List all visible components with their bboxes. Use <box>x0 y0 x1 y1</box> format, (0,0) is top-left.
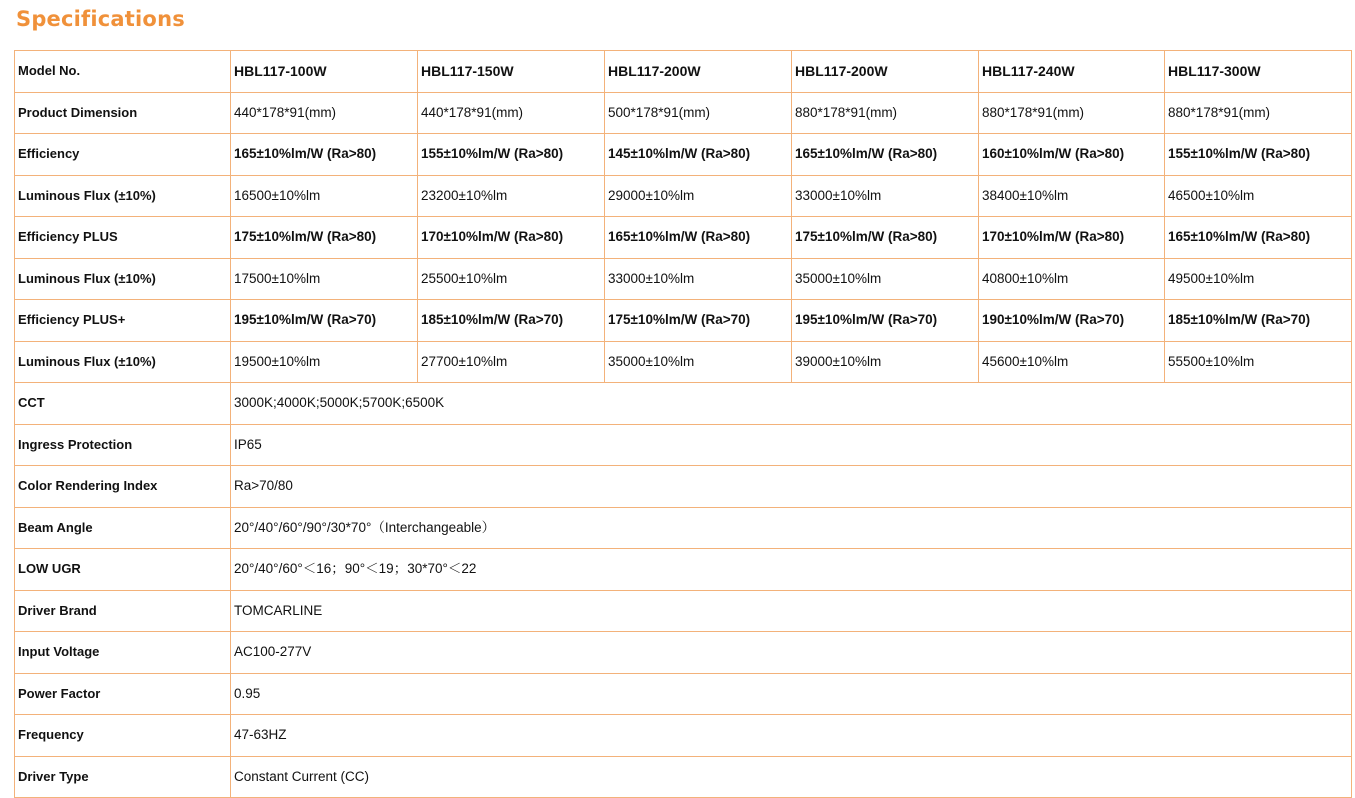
spec-label: Efficiency PLUS+ <box>15 300 231 342</box>
spec-value: 195±10%lm/W (Ra>70) <box>231 300 418 342</box>
spec-row-driver-type <box>15 756 1352 798</box>
spec-value: Constant Current (CC) <box>231 756 1352 798</box>
spec-value: AC100-277V <box>231 632 1352 674</box>
spec-row-product-dimension <box>15 92 1352 134</box>
spec-value: 880*178*91(mm) <box>792 92 979 134</box>
spec-value: 17500±10%lm <box>231 258 418 300</box>
spec-value: 40800±10%lm <box>979 258 1165 300</box>
spec-value: 170±10%lm/W (Ra>80) <box>418 217 605 259</box>
spec-value: 39000±10%lm <box>792 341 979 383</box>
spec-row-driver-brand <box>15 590 1352 632</box>
spec-value: 46500±10%lm <box>1165 175 1352 217</box>
spec-value: 49500±10%lm <box>1165 258 1352 300</box>
spec-value: 45600±10%lm <box>979 341 1165 383</box>
spec-row-luminous-flux-10 <box>15 258 1352 300</box>
spec-value: 47-63HZ <box>231 715 1352 757</box>
spec-value: IP65 <box>231 424 1352 466</box>
spec-value: 35000±10%lm <box>792 258 979 300</box>
spec-value: 185±10%lm/W (Ra>70) <box>1165 300 1352 342</box>
spec-label: Efficiency <box>15 134 231 176</box>
spec-value: 165±10%lm/W (Ra>80) <box>1165 217 1352 259</box>
spec-label: Product Dimension <box>15 92 231 134</box>
spec-value: 155±10%lm/W (Ra>80) <box>418 134 605 176</box>
specifications-table-body <box>15 51 1352 798</box>
spec-label: Luminous Flux (±10%) <box>15 341 231 383</box>
spec-label: Efficiency PLUS <box>15 217 231 259</box>
spec-label: Luminous Flux (±10%) <box>15 258 231 300</box>
spec-value: 27700±10%lm <box>418 341 605 383</box>
spec-label: Color Rendering Index <box>15 466 231 508</box>
model-number-cell: HBL117-150W <box>418 51 605 93</box>
spec-value: 23200±10%lm <box>418 175 605 217</box>
spec-row-frequency <box>15 715 1352 757</box>
spec-label: Luminous Flux (±10%) <box>15 175 231 217</box>
spec-value: 16500±10%lm <box>231 175 418 217</box>
spec-value: 29000±10%lm <box>605 175 792 217</box>
spec-value: 20°/40°/60°＜16；90°＜19；30*70°＜22 <box>231 549 1352 591</box>
spec-value: 170±10%lm/W (Ra>80) <box>979 217 1165 259</box>
spec-row-color-rendering-index <box>15 466 1352 508</box>
spec-value: 155±10%lm/W (Ra>80) <box>1165 134 1352 176</box>
spec-row-efficiency <box>15 134 1352 176</box>
spec-value: 33000±10%lm <box>792 175 979 217</box>
spec-label: CCT <box>15 383 231 425</box>
spec-row-model-no <box>15 51 1352 93</box>
spec-row-cct <box>15 383 1352 425</box>
spec-label: Driver Type <box>15 756 231 798</box>
spec-value: 440*178*91(mm) <box>231 92 418 134</box>
spec-value: 55500±10%lm <box>1165 341 1352 383</box>
spec-row-efficiency-plus <box>15 300 1352 342</box>
spec-row-ingress-protection <box>15 424 1352 466</box>
spec-value: 175±10%lm/W (Ra>70) <box>605 300 792 342</box>
spec-row-low-ugr <box>15 549 1352 591</box>
page-title: Specifications <box>16 7 185 31</box>
spec-label: Driver Brand <box>15 590 231 632</box>
spec-row-power-factor <box>15 673 1352 715</box>
spec-value: 165±10%lm/W (Ra>80) <box>231 134 418 176</box>
spec-value: 500*178*91(mm) <box>605 92 792 134</box>
spec-value: 190±10%lm/W (Ra>70) <box>979 300 1165 342</box>
spec-row-efficiency-plus <box>15 217 1352 259</box>
spec-value: 35000±10%lm <box>605 341 792 383</box>
spec-value: 175±10%lm/W (Ra>80) <box>231 217 418 259</box>
spec-value: 195±10%lm/W (Ra>70) <box>792 300 979 342</box>
spec-value: 185±10%lm/W (Ra>70) <box>418 300 605 342</box>
spec-label: Input Voltage <box>15 632 231 674</box>
spec-label: Power Factor <box>15 673 231 715</box>
spec-value: 19500±10%lm <box>231 341 418 383</box>
model-number-cell: HBL117-240W <box>979 51 1165 93</box>
spec-value: 3000K;4000K;5000K;5700K;6500K <box>231 383 1352 425</box>
model-number-cell: HBL117-200W <box>605 51 792 93</box>
spec-row-luminous-flux-10 <box>15 341 1352 383</box>
spec-value: 33000±10%lm <box>605 258 792 300</box>
spec-value: 880*178*91(mm) <box>979 92 1165 134</box>
spec-label: Ingress Protection <box>15 424 231 466</box>
spec-value: Ra>70/80 <box>231 466 1352 508</box>
specifications-table <box>14 50 1352 798</box>
spec-value: 880*178*91(mm) <box>1165 92 1352 134</box>
spec-value: 20°/40°/60°/90°/30*70°（Interchangeable） <box>231 507 1352 549</box>
model-number-cell: HBL117-200W <box>792 51 979 93</box>
spec-value: 38400±10%lm <box>979 175 1165 217</box>
spec-label: Frequency <box>15 715 231 757</box>
spec-value: 0.95 <box>231 673 1352 715</box>
spec-row-beam-angle <box>15 507 1352 549</box>
spec-label: Beam Angle <box>15 507 231 549</box>
spec-value: 160±10%lm/W (Ra>80) <box>979 134 1165 176</box>
spec-row-input-voltage <box>15 632 1352 674</box>
spec-row-luminous-flux-10 <box>15 175 1352 217</box>
spec-label: Model No. <box>15 51 231 93</box>
spec-value: 145±10%lm/W (Ra>80) <box>605 134 792 176</box>
model-number-cell: HBL117-100W <box>231 51 418 93</box>
model-number-cell: HBL117-300W <box>1165 51 1352 93</box>
spec-value: TOMCARLINE <box>231 590 1352 632</box>
spec-value: 165±10%lm/W (Ra>80) <box>605 217 792 259</box>
spec-label: LOW UGR <box>15 549 231 591</box>
spec-value: 175±10%lm/W (Ra>80) <box>792 217 979 259</box>
spec-value: 165±10%lm/W (Ra>80) <box>792 134 979 176</box>
spec-value: 440*178*91(mm) <box>418 92 605 134</box>
spec-value: 25500±10%lm <box>418 258 605 300</box>
